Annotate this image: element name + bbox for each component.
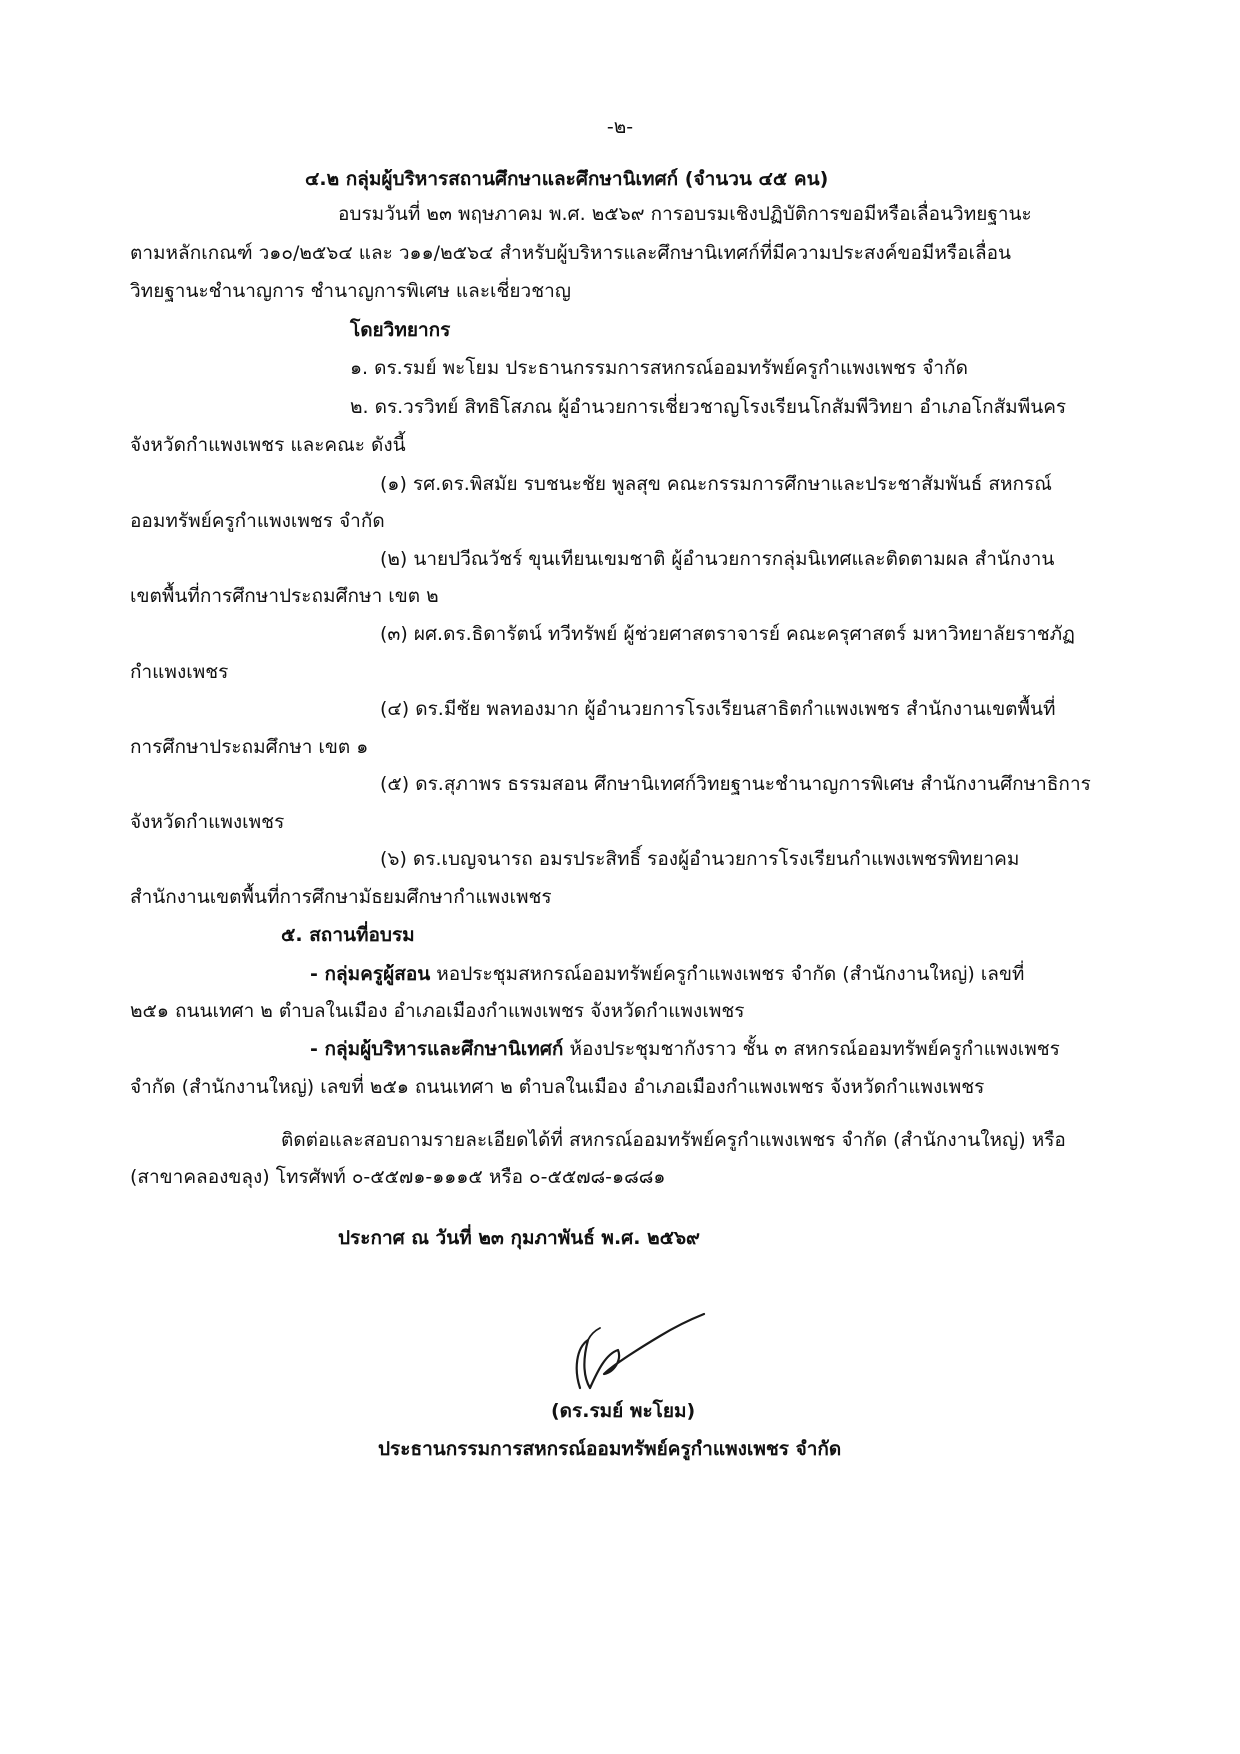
venue-text: หอประชุมสหกรณ์ออมทรัพย์ครูกำแพงเพชร จำกัด (สำนักงานใหญ่) เลขที่ bbox=[430, 963, 1025, 985]
venue-line: จำกัด (สำนักงานใหญ่) เลขที่ ๒๕๑ ถนนเทศา ๒ ตำบลในเมือง อำเภอเมืองกำแพงเพชร จังหวัดกำแพงเพชร bbox=[130, 1076, 985, 1098]
venue-line: ๒๕๑ ถนนเทศา ๒ ตำบลในเมือง อำเภอเมืองกำแพงเพชร จังหวัดกำแพงเพชร bbox=[130, 1000, 745, 1022]
signature-image bbox=[560, 1270, 710, 1400]
paragraph-line: อบรมวันที่ ๒๓ พฤษภาคม พ.ศ. ๒๕๖๙ การอบรมเชิงปฏิบัติการขอมีหรือเลื่อนวิทยฐานะ bbox=[338, 203, 1032, 225]
team-member-line: (๑) รศ.ดร.พิสมัย รบชนะชัย พูลสุข คณะกรรมการศึกษาและประชาสัมพันธ์ สหกรณ์ bbox=[380, 473, 1052, 495]
team-member-line: (๔) ดร.มีชัย พลทองมาก ผู้อำนวยการโรงเรียนสาธิตกำแพงเพชร สำนักงานเขตพื้นที่ bbox=[380, 698, 1056, 720]
team-member-line: สำนักงานเขตพื้นที่การศึกษามัธยมศึกษากำแพงเพชร bbox=[130, 886, 552, 908]
announcement-date: ประกาศ ณ วันที่ ๒๓ กุมภาพันธ์ พ.ศ. ๒๕๖๙ bbox=[338, 1227, 700, 1249]
venue-label: - กลุ่มผู้บริหารและศึกษานิเทศก์ bbox=[310, 1038, 564, 1060]
team-member-line: กำแพงเพชร bbox=[130, 661, 229, 683]
signatory-position: ประธานกรรมการสหกรณ์ออมทรัพย์ครูกำแพงเพชร จำกัด bbox=[378, 1438, 842, 1460]
paragraph-line: วิทยฐานะชำนาญการ ชำนาญการพิเศษ และเชี่ยวชาญ bbox=[130, 280, 571, 302]
page-number: -๒- bbox=[606, 116, 634, 138]
team-member-line: (๖) ดร.เบญจนารถ อมรประสิทธิ์ รองผู้อำนวยการโรงเรียนกำแพงเพชรพิทยาคม bbox=[380, 848, 1020, 870]
venue-label: - กลุ่มครูผู้สอน bbox=[310, 963, 431, 985]
team-member-line: (๕) ดร.สุภาพร ธรรมสอน ศึกษานิเทศก์วิทยฐานะชำนาญการพิเศษ สำนักงานศึกษาธิการ bbox=[380, 773, 1091, 795]
signatory-name: (ดร.รมย์ พะโยม) bbox=[551, 1400, 696, 1422]
venue-text: ห้องประชุมชากังราว ชั้น ๓ สหกรณ์ออมทรัพย์ครูกำแพงเพชร bbox=[563, 1038, 1060, 1060]
contact-line: (สาขาคลองขลุง) โทรศัพท์ ๐-๕๕๗๑-๑๑๑๕ หรือ ๐-๕๕๗๘-๑๘๘๑ bbox=[130, 1166, 666, 1188]
team-member-line: (๒) นายปวีณวัชร์ ขุนเทียนเขมชาติ ผู้อำนวยการกลุ่มนิเทศและติดตามผล สำนักงาน bbox=[380, 548, 1055, 570]
team-member-line: การศึกษาประถมศึกษา เขต ๑ bbox=[130, 736, 369, 758]
venue-line bbox=[310, 1036, 1060, 1062]
speaker-item: ๒. ดร.วรวิทย์ สิทธิโสภณ ผู้อำนวยการเชี่ยวชาญโรงเรียนโกสัมพีวิทยา อำเภอโกสัมพีนคร bbox=[350, 396, 1067, 418]
section-4-2-heading: ๔.๒ กลุ่มผู้บริหารสถานศึกษาและศึกษานิเทศก์ (จำนวน ๔๕ คน) bbox=[305, 168, 829, 190]
speaker-item: ๑. ดร.รมย์ พะโยม ประธานกรรมการสหกรณ์ออมทรัพย์ครูกำแพงเพชร จำกัด bbox=[350, 357, 968, 379]
speakers-heading: โดยวิทยากร bbox=[350, 319, 451, 341]
team-member-line: เขตพื้นที่การศึกษาประถมศึกษา เขต ๒ bbox=[130, 585, 439, 607]
contact-line: ติดต่อและสอบถามรายละเอียดได้ที่ สหกรณ์ออมทรัพย์ครูกำแพงเพชร จำกัด (สำนักงานใหญ่) หรือ bbox=[281, 1129, 1066, 1151]
section-5-heading: ๕. สถานที่อบรม bbox=[281, 924, 415, 946]
speaker-item-continuation: จังหวัดกำแพงเพชร และคณะ ดังนี้ bbox=[130, 434, 406, 456]
team-member-line: ออมทรัพย์ครูกำแพงเพชร จำกัด bbox=[130, 510, 385, 532]
paragraph-line: ตามหลักเกณฑ์ ว๑๐/๒๕๖๔ และ ว๑๑/๒๕๖๔ สำหรับผู้บริหารและศึกษานิเทศก์ที่มีความประสงค์ขอมีหรือเลื่อน bbox=[130, 242, 1012, 264]
team-member-line: (๓) ผศ.ดร.ธิดารัตน์ ทวีทรัพย์ ผู้ช่วยศาสตราจารย์ คณะครุศาสตร์ มหาวิทยาลัยราชภัฏ bbox=[380, 623, 1075, 645]
team-member-line: จังหวัดกำแพงเพชร bbox=[130, 811, 285, 833]
venue-line bbox=[310, 961, 1024, 987]
